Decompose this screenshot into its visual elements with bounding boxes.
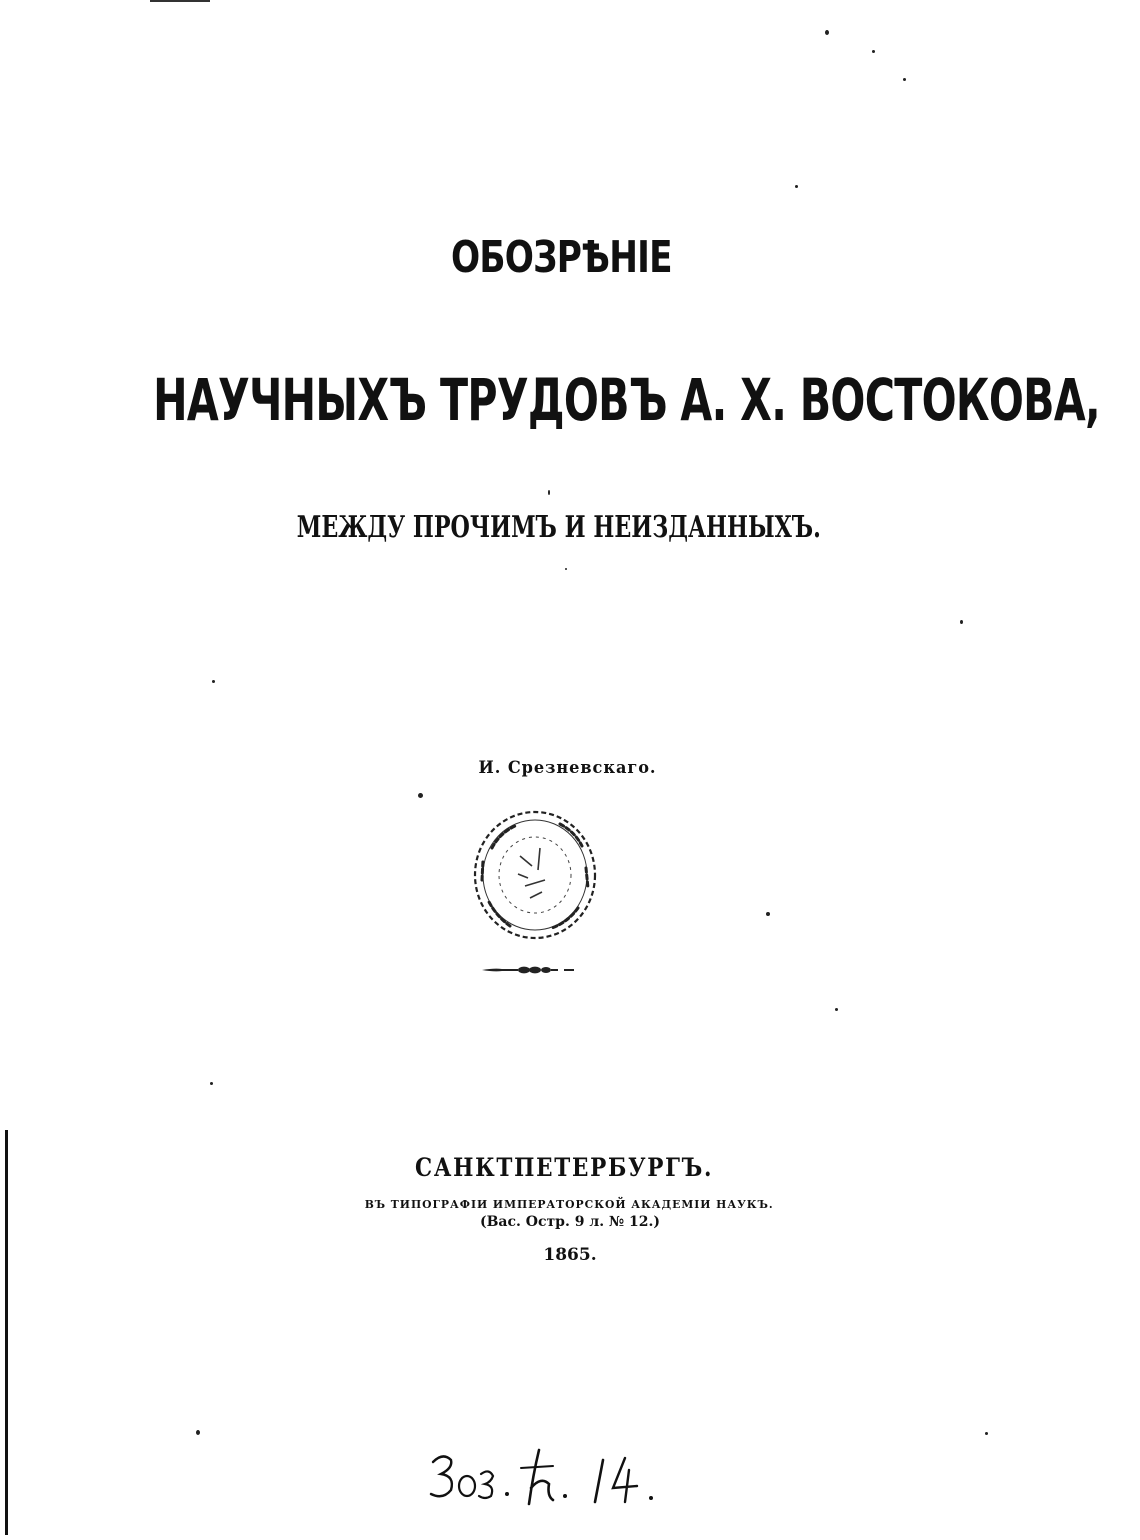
scan-speck xyxy=(766,912,770,916)
title-line-1: ОБОЗРѢНІЕ xyxy=(451,232,672,283)
handwritten-shelfmark xyxy=(425,1440,665,1510)
imprint-press: ВЪ ТИПОГРАФІИ ИМПЕРАТОРСКОЙ АКАДЕМІИ НАУКЪ. xyxy=(364,1198,774,1211)
scan-speck xyxy=(565,568,567,570)
scan-speck xyxy=(985,1432,988,1435)
imprint-year: 1865. xyxy=(543,1245,597,1265)
scan-speck xyxy=(960,620,963,624)
scan-speck xyxy=(825,30,829,35)
scan-speck xyxy=(212,680,215,683)
title-line-3: МЕЖДУ ПРОЧИМЪ И НЕИЗДАННЫХЪ. xyxy=(296,510,821,545)
title-line-2: НАУЧНЫХЪ ТРУДОВЪ А. Х. ВОСТОКОВА, xyxy=(153,366,1100,434)
scan-speck xyxy=(548,490,550,495)
scan-speck xyxy=(835,1008,838,1011)
ornamental-divider xyxy=(482,963,574,977)
author-line: И. Срезневскаго. xyxy=(478,758,657,778)
scan-edge-line xyxy=(5,1130,8,1535)
scan-speck xyxy=(196,1430,200,1435)
scan-speck xyxy=(418,793,423,798)
imprint-address: (Вас. Остр. 9 л. № 12.) xyxy=(479,1214,661,1230)
scan-speck xyxy=(210,1082,213,1085)
imprint-city: САНКТПЕТЕРБУРГЪ. xyxy=(415,1153,714,1182)
scan-speck xyxy=(872,50,875,53)
scan-speck xyxy=(903,78,906,81)
scan-artifact-rule xyxy=(150,0,210,2)
library-stamp-seal xyxy=(470,808,600,943)
scan-speck xyxy=(795,185,798,188)
